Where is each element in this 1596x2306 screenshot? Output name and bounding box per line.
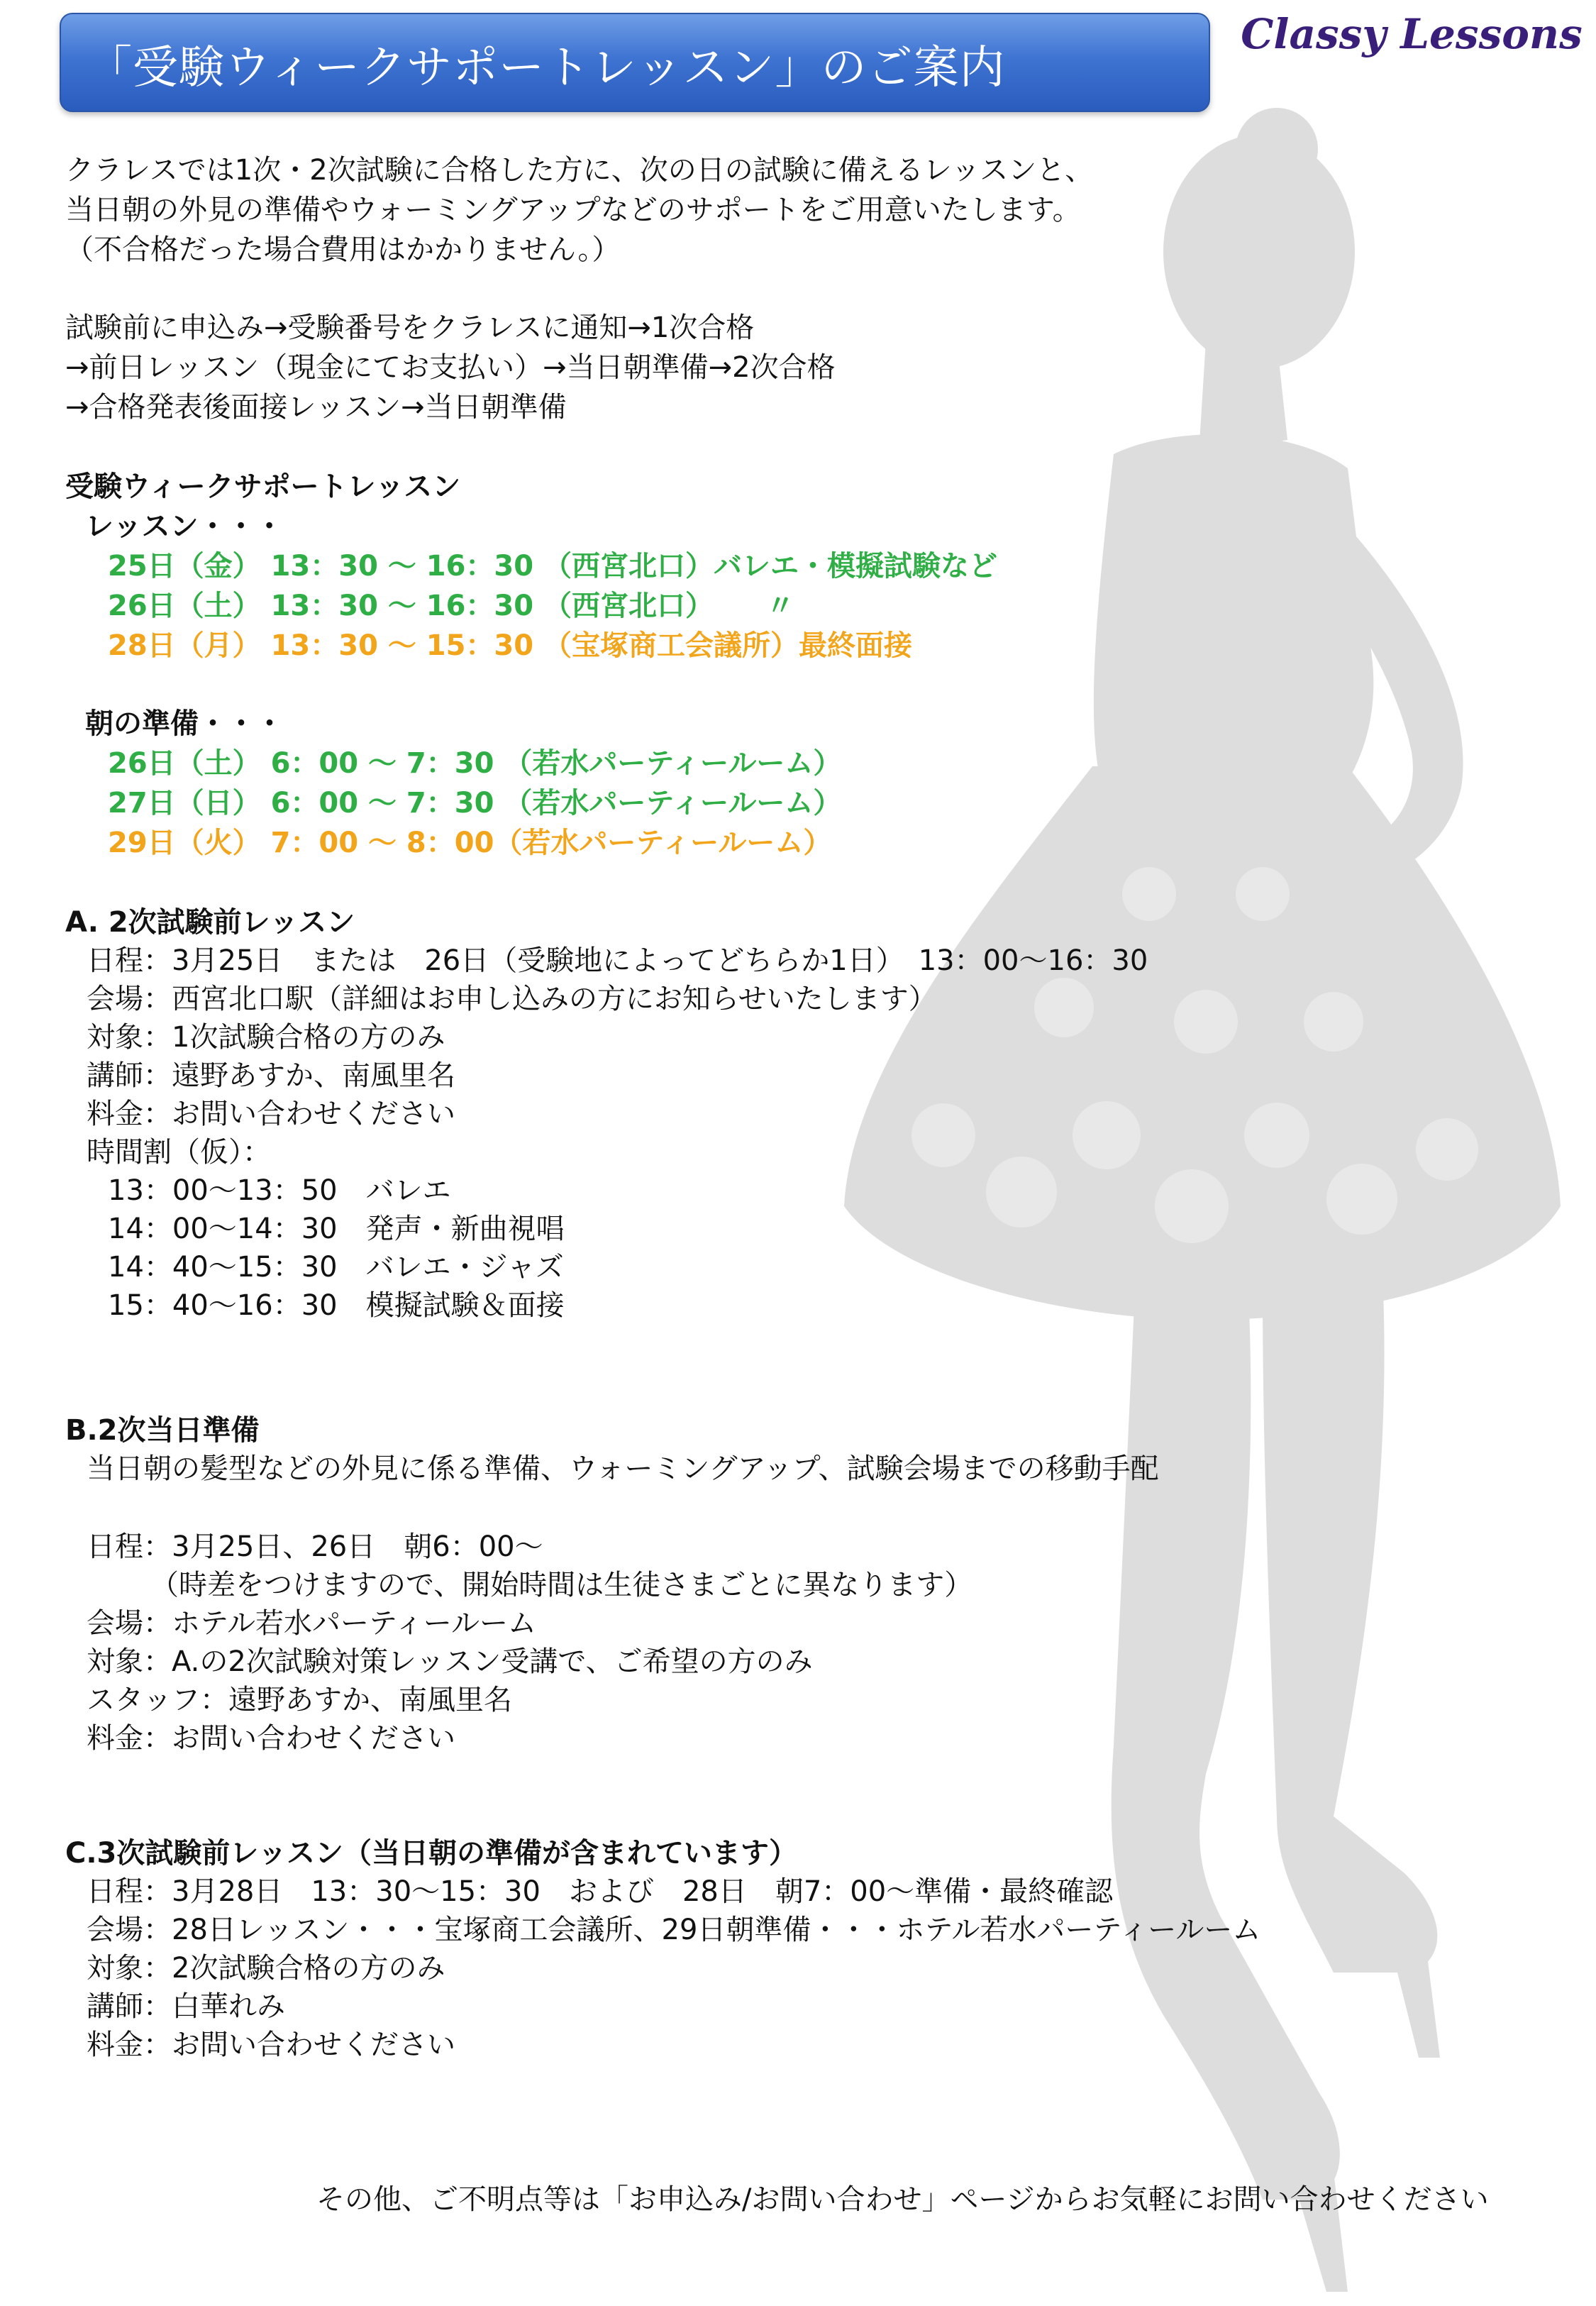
section-b-desc: 当日朝の髪型などの外見に係る準備、ウォーミングアップ、試験会場までの移動手配 bbox=[87, 1452, 1159, 1485]
schedule-item-1: 13：00〜13：50 バレエ bbox=[108, 1174, 451, 1207]
section-c-line-1: 日程：3月28日 13：30〜15：30 および 28日 朝7：00〜準備・最終確認 bbox=[87, 1875, 1114, 1908]
section-c-line-4: 講師：白華れみ bbox=[87, 1990, 285, 2023]
morning-item-1: 26日（土） 6：00 〜 7：30 （若水パーティールーム） bbox=[108, 747, 842, 780]
section-b-line-3: スタッフ：遠野あすか、南風里名 bbox=[87, 1684, 512, 1716]
section-b-line-2: 対象：A.の2次試験対策レッスン受講で、ご希望の方のみ bbox=[87, 1645, 813, 1678]
schedule-item-4: 15：40〜16：30 模擬試験＆面接 bbox=[108, 1289, 565, 1322]
section-a-line-3: 対象：1次試験合格の方のみ bbox=[87, 1021, 445, 1054]
section-a-line-2: 会場：西宮北口駅（詳細はお申し込みの方にお知らせいたします） bbox=[87, 983, 937, 1015]
support-heading: 受験ウィークサポートレッスン bbox=[65, 470, 461, 503]
section-a-line-4: 講師：遠野あすか、南風里名 bbox=[87, 1059, 455, 1092]
schedule-item-3: 14：40〜15：30 バレエ・ジャズ bbox=[108, 1251, 564, 1284]
title-banner bbox=[60, 13, 1210, 112]
section-a-line-5: 料金：お問い合わせください bbox=[87, 1098, 455, 1130]
morning-item-3: 29日（火） 7：00 〜 8：00（若水パーティールーム） bbox=[108, 827, 832, 859]
lessons-label: レッスン・・・ bbox=[85, 510, 284, 543]
flow-line-3: →合格発表後面接レッスン→当日朝準備 bbox=[65, 391, 567, 424]
morning-label: 朝の準備・・・ bbox=[85, 707, 284, 740]
lesson-item-3: 28日（月） 13：30 〜 15：30 （宝塚商工会議所）最終面接 bbox=[108, 629, 913, 662]
lesson-item-1: 25日（金） 13：30 〜 16：30 （西宮北口）バレエ・模擬試験など bbox=[108, 550, 998, 583]
section-b-date: 日程：3月25日、26日 朝6：00〜 bbox=[87, 1530, 543, 1563]
flow-line-2: →前日レッスン（現金にてお支払い）→当日朝準備→2次合格 bbox=[65, 351, 836, 384]
intro-line-3: （不合格だった場合費用はかかりません。） bbox=[65, 233, 621, 266]
section-c-heading: C.3次試験前レッスン（当日朝の準備が含まれています） bbox=[65, 1837, 797, 1870]
page-title: 「受験ウィークサポートレッスン」のご案内 bbox=[87, 42, 1006, 94]
section-c-line-3: 対象：2次試験合格の方のみ bbox=[87, 1952, 445, 1985]
footer-note: その他、ご不明点等は「お申込み/お問い合わせ」ページからお気軽にお問い合わせください bbox=[316, 2183, 1489, 2216]
flow-line-1: 試験前に申込み→受験番号をクラレスに通知→1次合格 bbox=[65, 311, 755, 344]
section-b-line-1: 会場：ホテル若水パーティールーム bbox=[87, 1607, 536, 1640]
schedule-item-2: 14：00〜14：30 発声・新曲視唱 bbox=[108, 1213, 565, 1245]
lesson-item-2: 26日（土） 13：30 〜 16：30 （西宮北口） 〃 bbox=[108, 590, 794, 622]
section-a-line-1: 日程：3月25日 または 26日（受験地によってどちらか1日） 13：00〜16：30 bbox=[87, 944, 1148, 977]
intro-line-2: 当日朝の外見の準備やウォーミングアップなどのサポートをご用意いたします。 bbox=[65, 194, 1081, 226]
section-c-line-2: 会場：28日レッスン・・・宝塚商工会議所、29日朝準備・・・ホテル若水パーティールーム bbox=[87, 1914, 1261, 1946]
section-c-line-5: 料金：お問い合わせください bbox=[87, 2029, 455, 2061]
section-b-line-4: 料金：お問い合わせください bbox=[87, 1722, 455, 1755]
section-a-heading: A. 2次試験前レッスン bbox=[65, 906, 355, 939]
brand-logo-text: Classy Lessons bbox=[1241, 10, 1583, 58]
section-a-line-6: 時間割（仮）： bbox=[87, 1136, 271, 1169]
morning-item-2: 27日（日） 6：00 〜 7：30 （若水パーティールーム） bbox=[108, 787, 842, 820]
section-b-note: （時差をつけますので、開始時間は生徒さまごとに異なります） bbox=[150, 1569, 973, 1601]
section-b-heading: B.2次当日準備 bbox=[65, 1414, 260, 1447]
intro-line-1: クラレスでは1次・2次試験に合格した方に、次の日の試験に備えるレッスンと、 bbox=[65, 154, 1094, 187]
